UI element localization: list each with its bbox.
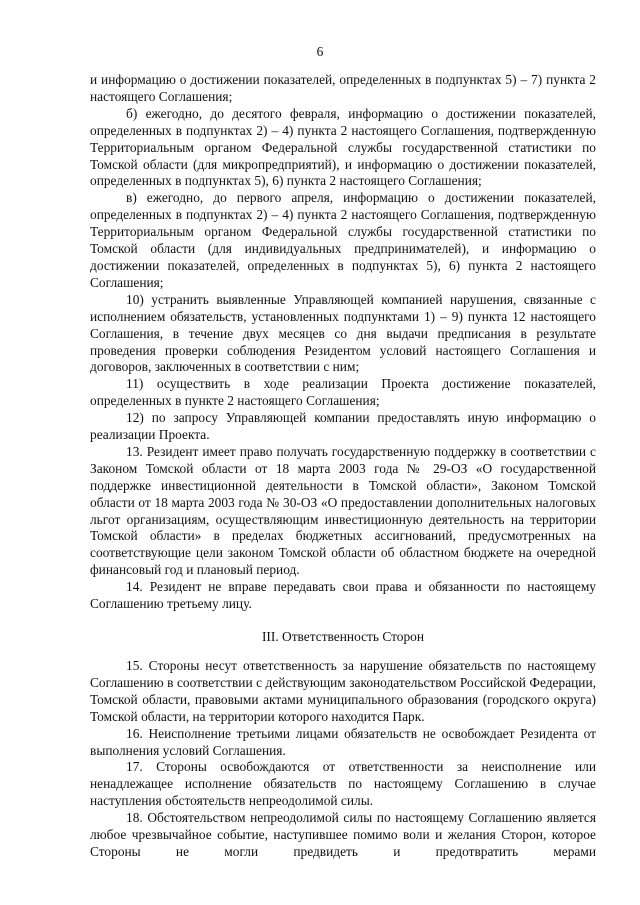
paragraph-item-10: 10) устранить выявленные Управляющей компанией нарушения, связанные с исполнением обязательств, установленных подпунктами 1) – 9) пункта 12 настоящего Соглашения, в течение двух месяцев со дня выдачи предписания в результате проведения проверки соблюдения Резидентом условий настоящего Соглашения и договоров, заключенных в соответствии с ним;: [90, 291, 596, 375]
paragraph-item-v: в) ежегодно, до первого апреля, информацию о достижении показателей, определенных в подпунктах 2) – 4) пункта 2 настоящего Соглашения, подтвержденную Территориальным органом Федеральной службы государственной статистики по Томской области (для индивидуальных предпринимателей), и информацию о достижении показателей, определенных в подпунктах 5), 6) пункта 2 настоящего Соглашения;: [90, 190, 596, 290]
section-heading: III. Ответственность Сторон: [261, 629, 425, 644]
paragraph-13: 13. Резидент имеет право получать государственную поддержку в соответствии с Законом Томской области от 18 марта 2003 года № 29-ОЗ «О государственной поддержке инвестиционной деятельности в Томской области», Законом Томской области от 18 марта 2003 года № 30-ОЗ «О предоставлении дополнительных налоговых льгот организациям, осуществляющим инвестиционную деятельность на территории Томской области» в пределах бюджетных ассигнований, предусмотренных на соответствующие цели законом Томской области об областном бюджете на очередной финансовый год и плановый период.: [90, 443, 596, 578]
paragraph-16: 16. Неисполнение третьими лицами обязательств не освобождает Резидента от выполнения условий Соглашения.: [90, 725, 596, 758]
document-body: [90, 72, 596, 861]
paragraph-item-12: 12) по запросу Управляющей компании предоставлять иную информацию о реализации Проекта.: [90, 410, 596, 443]
page-number: 6: [316, 44, 324, 59]
paragraph-continuation: и информацию о достижении показателей, определенных в подпунктах 5) – 7) пункта 2 настоящего Соглашения;: [90, 72, 596, 104]
paragraph-15: 15. Стороны несут ответственность за нарушение обязательств по настоящему Соглашению в соответствии с действующим законодательством Российской Федерации, Томской области, правовыми актами муниципального образования (городского округа) Томской области, на территории которого находится Парк.: [90, 658, 596, 724]
paragraph-item-b: б) ежегодно, до десятого февраля, информацию о достижении показателей, определенных в подпунктах 2) – 4) пункта 2 настоящего Соглашения, подтвержденную Территориальным органом Федеральной службы государственной статистики по Томской области (для микропредприятий), и информацию о достижении показателей, определенных в подпунктах 5), 6) пункта 2 настоящего Соглашения;: [90, 105, 596, 189]
paragraph-14: 14. Резидент не вправе передавать свои права и обязанности по настоящему Соглашению третьему лицу.: [90, 579, 596, 612]
paragraph-17: 17. Стороны освобождаются от ответственности за неисполнение или ненадлежащее исполнение обязательств по настоящему Соглашению в случае наступления обстоятельств непреодолимой силы.: [90, 759, 596, 809]
paragraph-18: 18. Обстоятельством непреодолимой силы по настоящему Соглашению является любое чрезвычайное событие, наступившее помимо воли и желания Сторон, которое Стороны не могли предвидеть и предотвратить мерами: [90, 810, 596, 859]
paragraph-item-11: 11) осуществить в ходе реализации Проекта достижение показателей, определенных в пункте 2 настоящего Соглашения;: [90, 376, 596, 409]
